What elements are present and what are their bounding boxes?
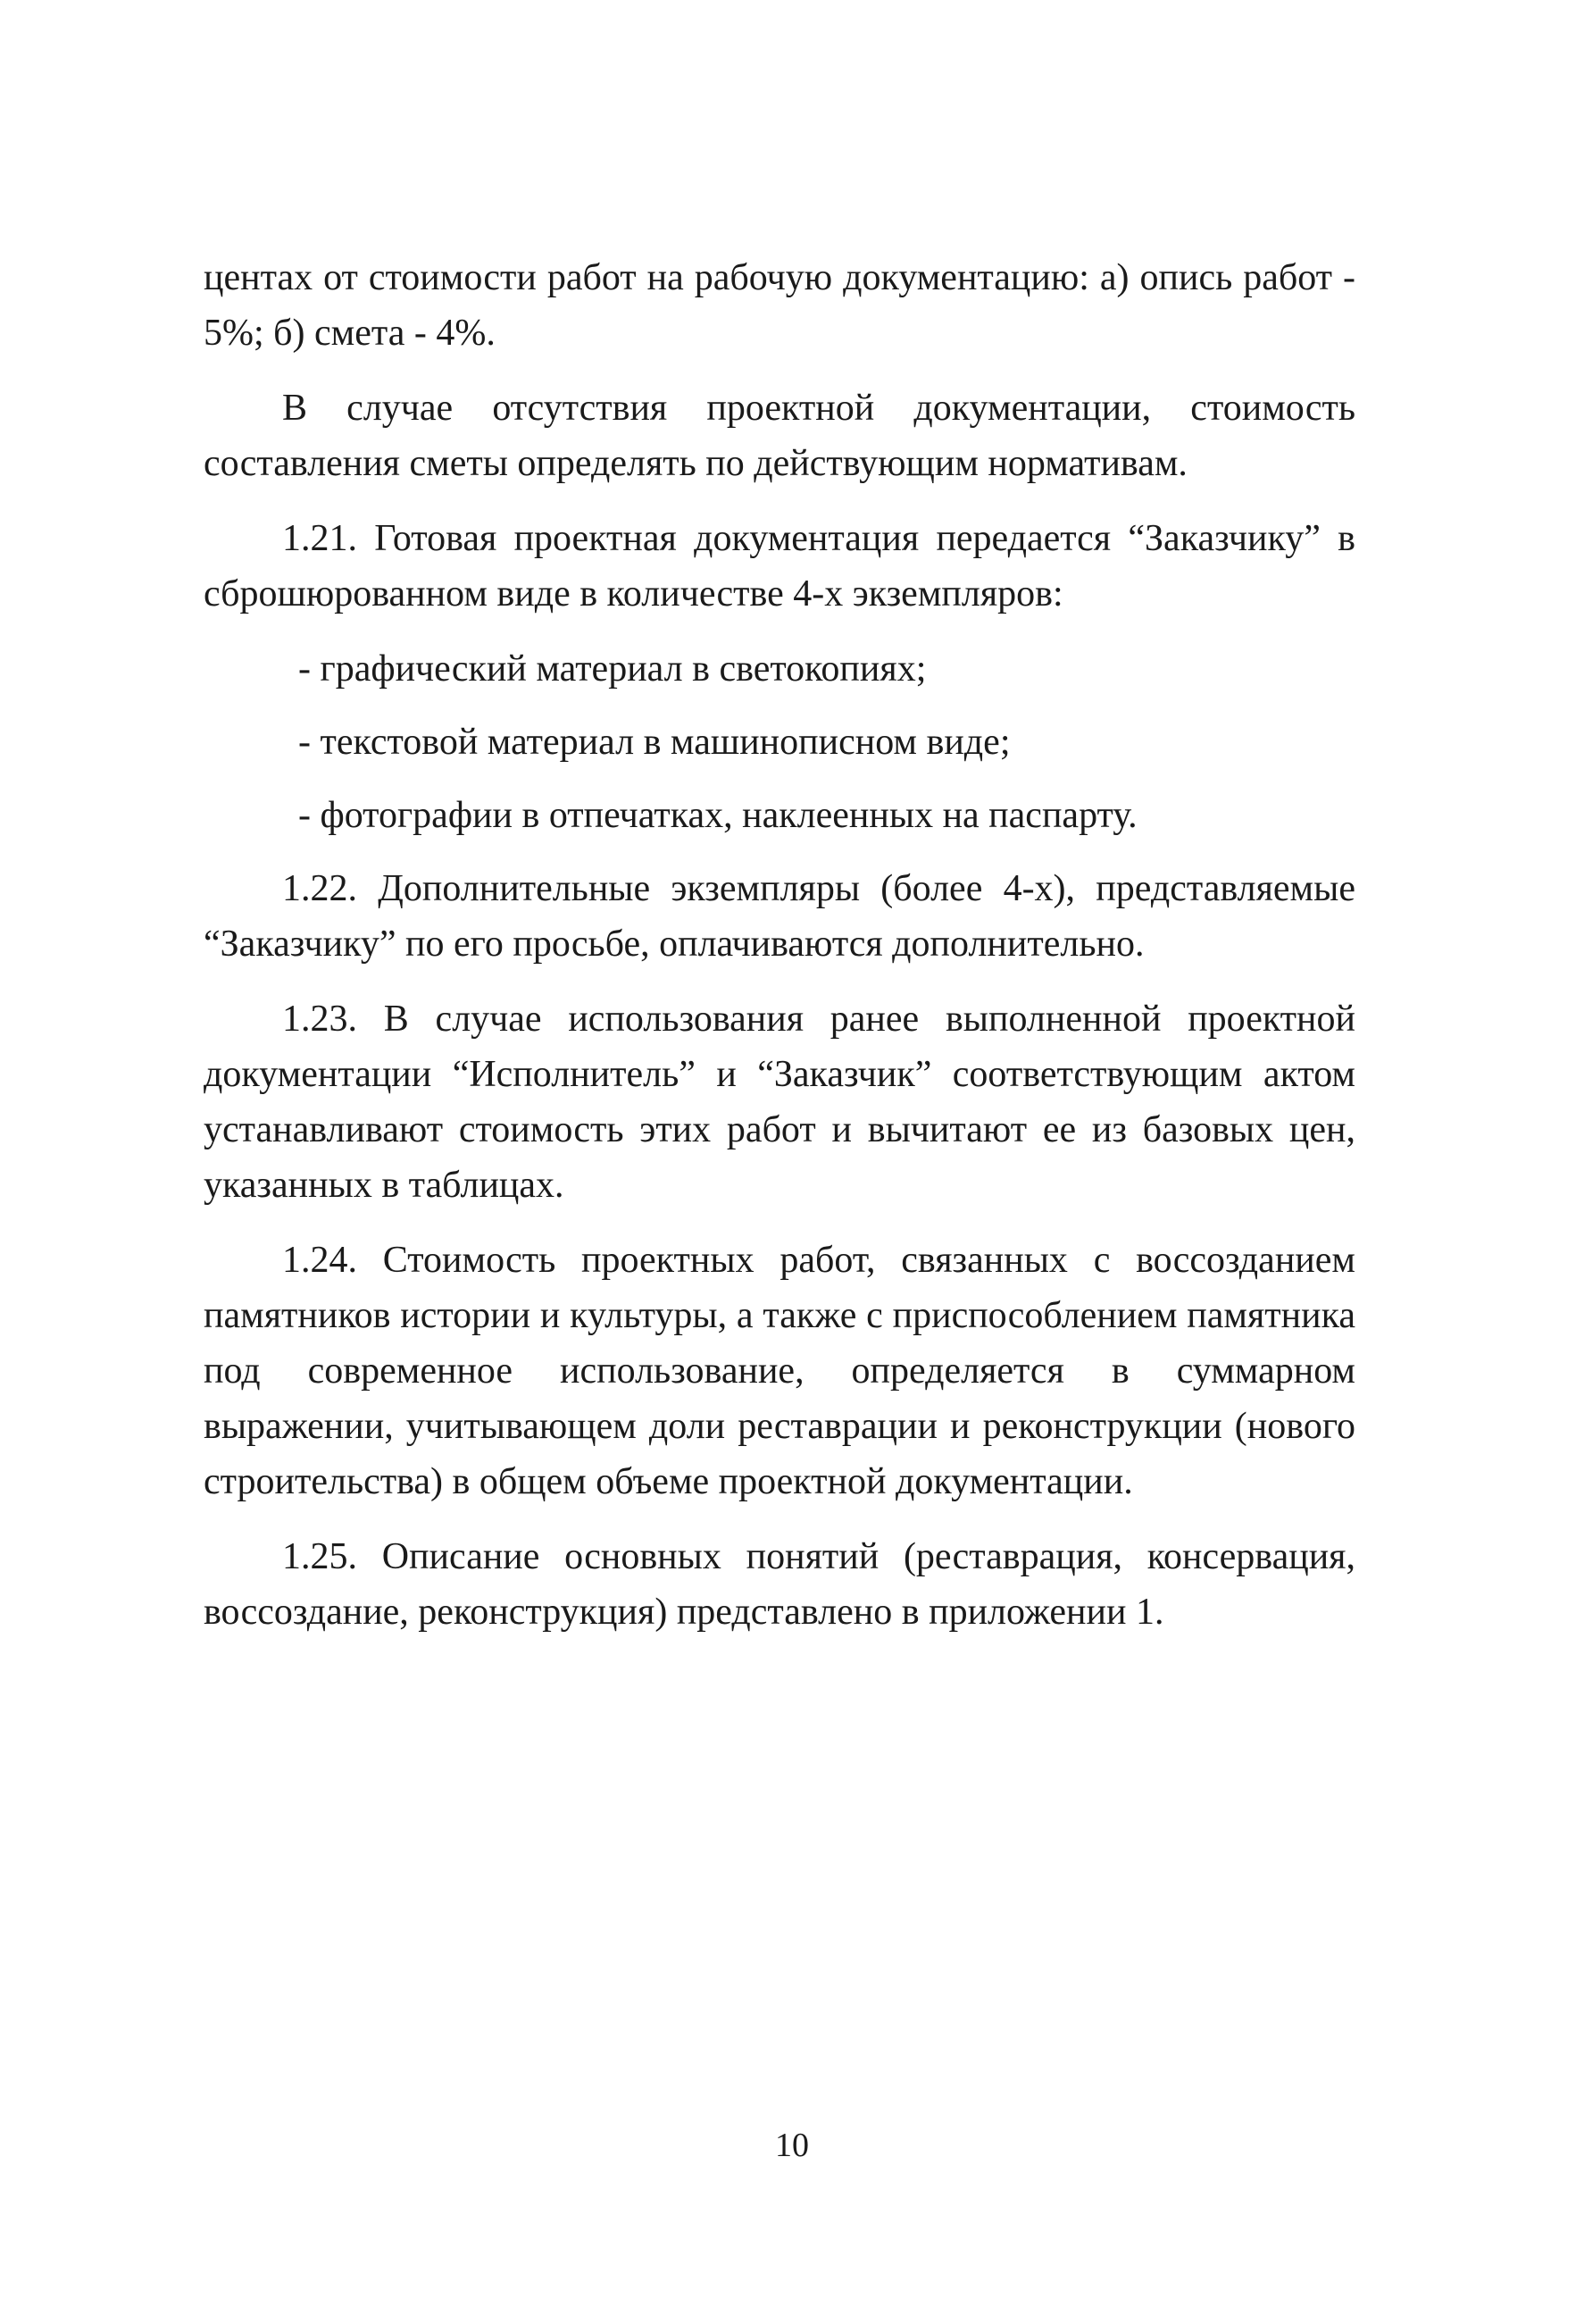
paragraph-1-22: 1.22. Дополнительные экземпляры (более 4-х), представляемые “Заказчику” по его просьбе, оплачиваются дополнительно.: [204, 868, 1355, 965]
paragraph-1-25: 1.25. Описание основных понятий (реставрация, консервация, воссоздание, реконструкция) представлено в приложении 1.: [204, 1536, 1355, 1633]
paragraph-1-24: 1.24. Стоимость проектных работ, связанных с воссозданием памятников истории и культуры, а также с приспособлением памятника под современное использование, определяется в суммарном выражении, учитывающем доли реставрации и реконструкции (нового строительства) в общем объеме проектной документации.: [204, 1240, 1355, 1502]
paragraph-continuation: центах от стоимости работ на рабочую документацию: а) опись работ - 5%; б) смета - 4%.: [204, 257, 1355, 354]
list-item-photographs: - фотографии в отпечатках, наклеенных на паспарту.: [298, 795, 1138, 836]
paragraph-1-21: 1.21. Готовая проектная документация передается “Заказчику” в сброшюрованном виде в количестве 4-х экземпляров:: [204, 518, 1355, 614]
page-number: 10: [775, 2127, 809, 2164]
paragraph-1-23: 1.23. В случае использования ранее выполненной проектной документации “Исполнитель” и “Заказчик” соответствующим актом устанавливают стоимость этих работ и вычитают ее из базовых цен, указанных в таблицах.: [204, 999, 1355, 1206]
paragraph-no-design-docs: В случае отсутствия проектной документации, стоимость составления сметы определять по действующим нормативам.: [204, 388, 1355, 484]
list-item-text-material: - текстовой материал в машинописном виде;: [298, 722, 1011, 763]
body-text: [204, 250, 1355, 1659]
list-item-graphic-material: - графический материал в светокопиях;: [298, 648, 927, 690]
